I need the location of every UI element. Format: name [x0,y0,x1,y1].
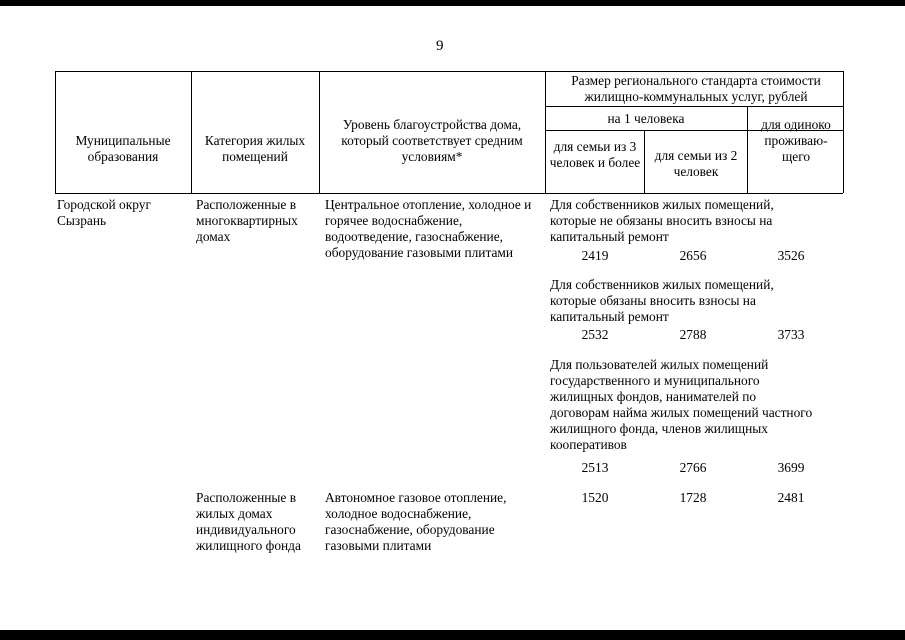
scan-bottom-border [0,630,905,640]
header-family-3: для семьи из 3 человек и более [549,139,641,170]
group-header-line [545,106,843,107]
col4-divider [644,130,645,193]
header-per-person: на 1 человека [607,111,685,126]
group-label-1: Для собственников жилых помещений, которые не обязаны вносить взносы на капитальный ремонт [550,197,774,244]
group-label-2: Для собственников жилых помещений, которые обязаны вносить взносы на капитальный ремонт [550,277,774,324]
header-level: Уровень благоустройства дома, который соответствует средним условиям* [341,117,523,164]
col3-divider [545,71,546,193]
page-number: 9 [436,38,444,54]
header-bottom-line [55,193,843,194]
level-central-heating: Центральное отопление, холодное и горячее водоснабжение, водоотведение, газоснабжение, оборудование газовыми плитами [325,197,532,260]
category-individual-houses: Расположенные в жилых домах индивидуального жилищного фонда [196,490,301,553]
scan-top-border [0,0,905,6]
header-municipality: Муниципальные образования [75,133,171,164]
value-group2-single: 3733 [777,327,805,342]
value-row2-single: 2481 [777,490,805,505]
value-row2-family2: 1728 [679,490,707,505]
level-autonomous-heating: Автономное газовое отопление, холодное водоснабжение, газоснабжение, оборудование газовыми плитами [325,490,507,553]
table-top-line [55,71,843,72]
municipality-name: Городской округ Сызрань [57,197,151,228]
header-family-2: для семьи из 2 человек [654,148,738,179]
value-group2-family3: 2532 [581,327,609,342]
table-left-line [55,71,56,193]
value-group2-family2: 2788 [679,327,707,342]
group-label-3: Для пользователей жилых помещений государственного и муниципального жилищных фондов, нанимателей по договорам найма жилых помещений частного жилищного фонда, членов жилищных кооперативов [550,357,813,452]
value-group1-family2: 2656 [679,248,707,263]
header-category: Категория жилых помещений [204,133,306,164]
header-standard-size: Размер регионального стандарта стоимости жилищно-коммунальных услуг, рублей [571,73,821,104]
value-group3-single: 3699 [777,460,805,475]
value-group1-family3: 2419 [581,248,609,263]
value-group3-family3: 2513 [581,460,609,475]
value-group1-single: 3526 [777,248,805,263]
category-apartment-buildings: Расположенные в многоквартирных домах [196,197,298,244]
value-row2-family3: 1520 [581,490,609,505]
col1-divider [191,71,192,193]
header-single: для одиноко проживаю-щего [761,117,831,164]
col2-divider [319,71,320,193]
col5-divider [747,106,748,193]
value-group3-family2: 2766 [679,460,707,475]
table-right-line [843,71,844,193]
